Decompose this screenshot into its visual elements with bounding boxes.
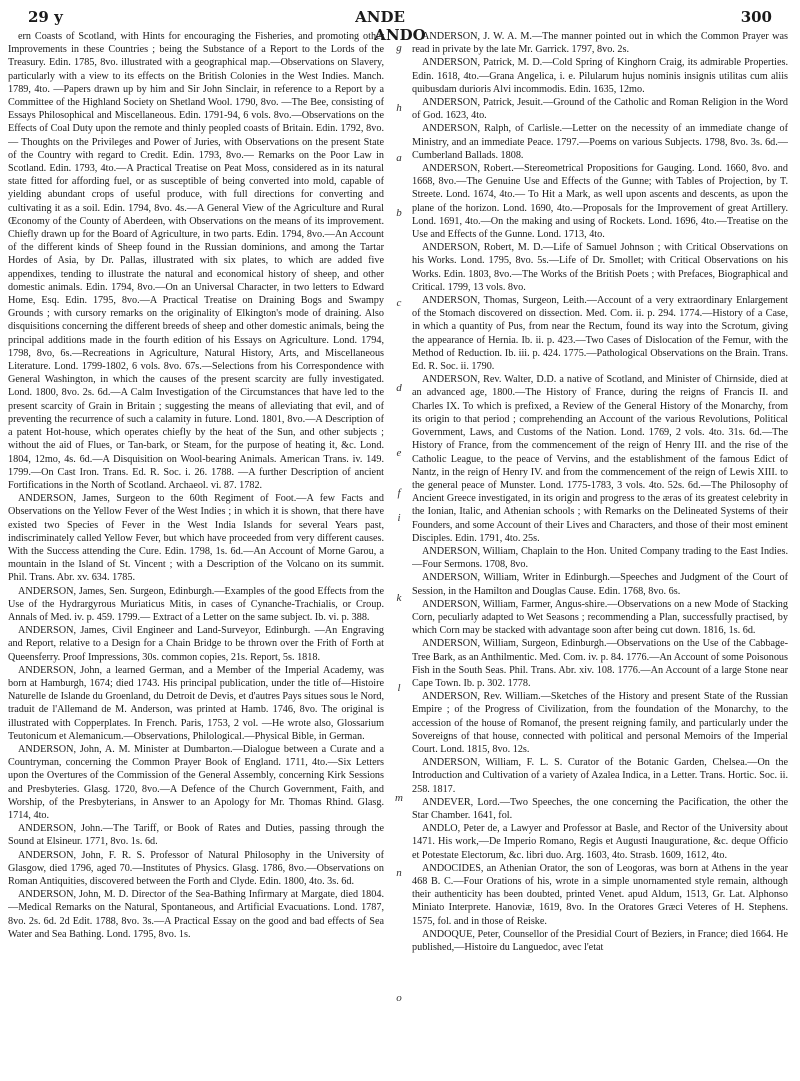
bibliography-entry: ANDERSON, Rev. Walter, D.D. a native of Scotland, and Minister of Chirnside, died at an advanced age, 1800.—The History of France, during the reigns of Francis II. and Charles IX. To which is prefixed, a Review of the General History of the Monarchy, from its origin to that period ; comprehending an Account of the various Revolutions, Political Government, Laws, and Customs of the Nation. Lond. 1769, 2 vols. 4to. 31s. 6d.—The History of France, from the commencement of the reign of Henry III. and the rise of the Catholic League, to the peace of Vervins, and the establishment of the famous Edict of Nantz, in the reign of Henry IV. and from the commencement of the reign of Lewis XIII. to the general peace of Munster. Lond. 1775-1783, 3 vols. 4to. 52s. 6d.—The Philosophy of Ancient Greece investigated, in its origin and progress to the æras of its greatest celebrity in the Ionian, Italic, and Athenian schools ; with Remarks on the Delineated Systems of their Founders, and some Account of their Lives and Characters, and those of their most eminent Disciples. Edin. 1791, 4to. 25s. — [412, 374, 788, 544]
bibliography-entry: ANDERSON, John, A. M. Minister at Dumbarton.—Dialogue between a Curate and a Countryman, concerning the Common Prayer Book of England. 1711, 4to.—Six Letters upon the Overtures of the Commission of the General Assembly, concerning Kirk Sessions and Presbyteries. Glasg. 1720, 8vo.—A Defence of the Church Government, Faith, and Worship, of the Presbyterians, in Answer to an Apology for Mr. Thomas Rhind. Glasg. 1714, 4to. — [8, 743, 384, 821]
margin-letter: i — [397, 512, 401, 524]
bibliography-entry: ANDOQUE, Peter, Counsellor of the Presidial Court of Beziers, in France; died 1664. He published,—Histoire du Languedoc, avec l'etat — [412, 928, 788, 954]
bibliography-entry: ANDERSON, James, Sen. Surgeon, Edinburgh.—Examples of the good Effects from the Use of the Hydrargyrous Muriaticus Mitis, in cases of Cynanche-Trachialis, or Croup. Annals of Med. iv. p. 459. 1799.— Extract of a Letter on the same subject. Ib. vi. p. 388. — [8, 585, 384, 623]
margin-letter: l — [397, 682, 401, 694]
head-word-left: ANDE — [355, 8, 405, 26]
bibliography-entry: ANDERSON, J. W. A. M.—The manner pointed out in which the Common Prayer was read in private by the late Mr. Garrick. 1797, 8vo. 2s. — [412, 31, 788, 56]
margin-letter: b — [396, 207, 402, 219]
head-word-right: ANDO — [374, 26, 426, 44]
bibliography-entry: ANDERSON, James, Civil Engineer and Land-Surveyor, Edinburgh. —An Engraving and Report, relative to a Design for a Chain Bridge to be thrown over the Frith of Forth at Queensferry. Proof Impressions, 30s. common copies, 21s. Report, 5s. 1818. — [8, 625, 384, 663]
bibliography-entry: ANDERSON, John, F. R. S. Professor of Natural Philosophy in the University of Glasgow, died 1796, aged 70.—Institutes of Physics. Glasg. 1786, 8vo.—Observations on Roman Antiquities, discovered between the Forth and Clyde. Edin. 1800, 4to. 3s. 6d. — [8, 849, 384, 887]
bibliography-entry: ANDERSON, Rev. William.—Sketches of the History and present State of the Russian Empire ; of the Progress of Civilization, from the foundation of the Monarchy, to the accession of the house of Romanof, the present reigning family, and particularly under the Sovereigns of that house, connected with political and personal Memoirs of the Imperial Court. Lond. 1815, 8vo. 12s. — [412, 691, 788, 755]
margin-letter: a — [396, 152, 402, 164]
bibliography-entry: ANDERSON, Patrick, Jesuit.—Ground of the Catholic and Roman Religion in the Word of God. 1623, 4to. — [412, 97, 788, 122]
margin-letter: f — [397, 487, 401, 499]
bibliography-entry: ANDERSON, John, M. D. Director of the Sea-Bathing Infirmary at Margate, died 1804.—Medical Remarks on the Natural, Spontaneous, and Artificial Evacuations. Lond. 1787, 8vo. 2s. 6d. 2d Edit. 1788, 8vo. 3s.—A Practical Essay on the good and bad effects of Sea Water and Sea Bathing. Lond. 1795, 8vo. 1s. — [8, 889, 384, 940]
bibliography-entry: ANDERSON, William, Chaplain to the Hon. United Company trading to the East Indies.—Four Sermons. 1708, 8vo. — [412, 545, 788, 571]
page-number-right: 300 — [740, 8, 772, 26]
right-column — [412, 30, 788, 1073]
margin-letter: d — [396, 382, 402, 394]
bibliography-entry: ANDERSON, John.—The Tariff, or Book of Rates and Duties, passing through the Sound at Elsineur. 1771, 8vo. 1s. 6d. — [8, 823, 384, 848]
bibliography-entry: ANDERSON, William, Farmer, Angus-shire.—Observations on a new Mode of Stacking Corn, peculiarly adapted to Wet Seasons ; recommending a Plan, successfully practised, by which Corn may be stacked with advantage soon after being cut down. 1816, 1s. 6d. — [412, 598, 788, 637]
bibliography-entry: ANDERSON, John, a learned German, and a Member of the Imperial Academy, was born at Hamburgh, 1674; died 1743. His principal publication, under the title of—Histoire Naturelle de Islande du Groenland, du Detroit de Devis, et d'autres Pays situes sous le Nord, traduit de l'Allemand de M. Anderson, was printed at Hamb. 1746, 8vo. The original is illustrated with Copperplates. In French. Paris, 1753, 2 vol. —He wrote also, Glossarium Teutonicum et Alemanicum.—Observations, Philological.—Physical Bible, in German. — [8, 664, 384, 742]
bibliography-entry: ANDOCIDES, an Athenian Orator, the son of Leogoras, was born at Athens in the year 468 B. C.—Four Orations of his, wrote in a simple unornamented style remain, although their authenticity has been doubted, printed Venet. apud Aldum, 1513, Gr. Lat. Alphonso Miniato Interprete. Hanoviæ, 1619, 8vo. In the Oratores Græci Veteres of H. Stephens. 1575, fol. and in those of Reiske. — [412, 862, 788, 927]
page-number-left: 29 y — [28, 8, 63, 26]
bibliography-entry: ANDERSON, Ralph, of Carlisle.—Letter on the necessity of an immediate change of Ministry, and an immediate Peace. 1797.—Poems on various Subjects. 1798, 8vo. 3s. 6d.—Cumberland Ballads. 1808. — [412, 123, 788, 161]
margin-letter: k — [396, 592, 402, 604]
bibliography-entry: ern Coasts of Scotland, with Hints for encouraging the Fisheries, and promoting other Improvements in these Countries ; being the Substance of a Report to the Lords of the Treasury. Edin. 1785, 8vo. illustrated with a geographical map.—Observations on Slavery, particularly with a view to its effects on the British Colonies in the West Indies. Manch. 1789, 4to. —Papers drawn up by him and Sir John Sinclair, in reference to a Report by a Committee of the Highland Society on Shetland Wool. 1790, 8vo. —The Bee, consisting of Essays Philosophical and Miscellaneous. Edin. 1791-94, 6 vols. 8vo.—Observations on the Effects of Coal Duty upon the remote and thinly peopled coasts of Britain. Edin. 1792, 8vo.— Thoughts on the Privileges and Power of Juries, with Observations on the present State of the Country with regard to Credit. Edin. 1793, 8vo.— Remarks on the Poor Law in Scotland. Edin. 1793, 4to.—A Practical Treatise on Peat Moss, considered as in its natural state fitted for affording fuel, or as susceptible of being converted into mold, capable of yielding abundant crops of useful produce, with full directions for converting and cultivating it as a soil. Edin. 1794, 8vo. 4s.—A General View of the Agriculture and Rural Œconomy of the County of Aberdeen, with Observations on the means of its improvement. Chiefly drawn up for the Board of Agriculture, in two parts. Edin. 1794, 8vo.—An Account of the different kinds of Sheep found in the Russian dominions, and among the Tartar Hordes of Asia, by Dr. Pallas, illustrated with six plates, to which are added five appendixes, tending to illustrate the natural and economical history of sheep, and other domestic animals. Edin. 1794, 8vo.—On an Universal Character, in two letters to Edward Home, Esq. Edin. 1795, 8vo.—A Practical Treatise on Draining Bogs and Swampy Grounds ; with cursory remarks on the originality of Elkington's mode of draining. Also disquisitions concerning the different breeds of sheep and other domestic animals, being the principal additions made in the fourth edition of his Essays on Agriculture. Lond. 1794, 1798, 8vo, 6s.—Recreations in Agriculture, Natural History, Arts, and Miscellaneous Literature. Lond. 1799-1802, 6 vols. 8vo. 67s.—Selections from his Correspondence with General Washington, in which the causes of the present scarcity are fully investigated. Lond. 1800, 8vo. 2s. 6d.—A Calm Investigation of the Circumstances that have led to the present scarcity of Grain in Britain ; suggesting the means of alleviating that evil, and of preventing the recurrence of such a calamity in future. Lond. 1801, 8vo.—A Description of a patent Hot-house, which operates chiefly by the heat of the Sun, and other subjects ; without the aid of Flues, or Tan-bark, or Steam, for the purpose of heating it, &c. Lond. 1804, 12mo, 4s. 6d.—A Disquisition on Wool-bearing Animals. American Trans. iv. 149. 1799.—On Cast Iron. Trans. Ed. R. Soc. i. 26. 1788. —A further Description of ancient Fortifications in the North of Scotland. Archaeol. vi. 87. 1782. — [8, 31, 384, 491]
margin-letter: n — [396, 867, 402, 879]
left-column — [8, 30, 384, 1073]
bibliography-entry: ANDERSON, Robert.—Stereometrical Propositions for Gauging. Lond. 1660, 8vo. and 1668, 8vo.—The Genuine Use and Effects of the Gunne; with Tables of Projection, by T. Streete. Lond. 1674, 4to.— To Hit a Mark, as well upon ascents and descents, as upon the plane of the horizon. Lond. 1690, 4to.—Proposals for the Improvement of great Artillery. Lond. 1691, 4to.—On the making and using of Rockets. Lond. 1696, 4to.—Treatise on the Use and Effects of the Gunne. Lond. 1713, 4to. — [412, 163, 788, 241]
bibliography-entry: ANDERSON, Thomas, Surgeon, Leith.—Account of a very extraordinary Enlargement of the Stomach discovered on dissection. Med. Com. ii. p. 294. 1774.—History of a Case, in which a quantity of Pus, from near the Rectum, found its way into the Scrotum, giving the appearance of Hernia. Ib. ii. p. 423.—Two Cases of Dislocation of the Femur, with the Method of Reduction. Ib. iii. p. 424. 1775.—Pathological Observations on the Brain. Trans. Ed. R. Soc. ii. 1790. — [412, 295, 788, 373]
bibliography-entry: ANDERSON, William, Writer in Edinburgh.—Speeches and Judgment of the Court of Session, in the Hamilton and Douglas Cause. Edin. 1768, 8vo. 6s. — [412, 572, 788, 597]
margin-letter: o — [396, 992, 402, 1004]
margin-letter: e — [396, 447, 402, 459]
margin-letter: g — [396, 42, 402, 54]
bibliography-entry: ANDERSON, William, F. L. S. Curator of the Botanic Garden, Chelsea.—On the Introduction and Cultivation of a variety of Azalea Indica, in a Letter. Trans. Hortic. Soc. ii. 258. 1817. — [412, 757, 788, 795]
bibliography-entry: ANDERSON, Patrick, M. D.—Cold Spring of Kinghorn Craig, its admirable Properties. Edin. 1618, 4to.—Grana Angelica, i. e. Pilularum hujus nominis insignis utilitas cum aliis quibusdam durioris Alvi incommodis. Edin. 1635, 12mo. — [412, 57, 788, 95]
bibliography-entry: ANDERSON, William, Surgeon, Edinburgh.—Observations on the Use of the Cabbage-Tree Bark, as an Anthilmentic. Med. Com. iv. p. 84. 1776.—An Account of some Poisonous Fish in the South Seas. Phil. Trans. Abr. xiv. 108. 1776.—An Account of a large Stone near Cape Town. Ib. p. 302. 1778. — [412, 638, 788, 689]
margin-letter: h — [396, 102, 402, 114]
bibliography-entry: ANDLO, Peter de, a Lawyer and Professor at Basle, and Rector of the University about 1471. His work,—De Imperio Romano, Regis et Augusti Inauguratione, &c. deque Officio et Potestate Electorum, &c. libri duo. Arg. 1603, 4to. Strasb. 1609, 1612, 4to. — [412, 823, 788, 861]
margin-letter: c — [396, 297, 402, 309]
bibliography-entry: ANDERSON, Robert, M. D.—Life of Samuel Johnson ; with Critical Observations on his Works. Lond. 1795, 8vo. 5s.—Life of Dr. Smollet; with Critical Observations on his Works. Edin. 1803, 8vo.—The Works of the British Poets ; with Prefaces, Biographical and Critical. 1799, 13 vols. 8vo. — [412, 242, 788, 293]
bibliography-entry: ANDEVER, Lord.—Two Speeches, the one concerning the Pacification, the other the Star Chamber. 1641, fol. — [412, 796, 788, 821]
bibliography-entry: ANDERSON, James, Surgeon to the 60th Regiment of Foot.—A few Facts and Observations on the Yellow Fever of the West Indies ; in which it is shown, that there have existed two Species of Fever in the West India Islands for several Years past, indiscriminately called Yellow Fever, but which have proceeded from very different causes. With the Success attending the Cure. Edin. 1798, 1s. 6d.—An Account of Morne Garou, a mountain in the Island of St. Vincent ; with a Description of the Volcano on its summit. Phil. Trans. Abr. xv. 634. 1785. — [8, 493, 384, 584]
margin-letter: m — [395, 792, 403, 804]
margin-letters — [387, 32, 411, 1073]
running-header — [28, 8, 772, 44]
